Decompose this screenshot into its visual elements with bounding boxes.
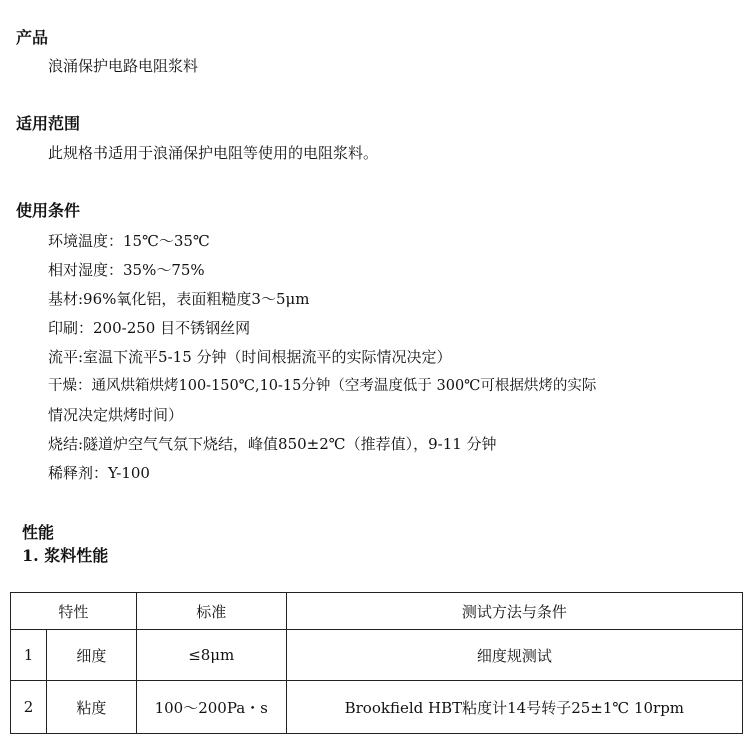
condition-line: 干燥：通风烘箱烘烤100-150℃,10-15分钟（空考温度低于 300℃可根据烘烤的实际 — [48, 378, 597, 394]
product-text: 浪涌保护电路电阻浆料 — [48, 57, 199, 75]
row-standard: 100～200Pa・s — [136, 681, 286, 734]
row-number: 1 — [11, 630, 47, 681]
performance-table — [10, 592, 743, 734]
condition-line: 流平:室温下流平5-15 分钟（时间根据流平的实际情况决定） — [48, 348, 452, 366]
conditions-heading: 使用条件 — [16, 201, 81, 220]
product-heading: 产品 — [16, 28, 49, 47]
condition-line: 烧结:隧道炉空气气氛下烧结，峰值850±2℃（推荐值），9-11 分钟 — [48, 435, 497, 453]
row-method: Brookfield HBT粘度计14号转子25±1℃ 10rpm — [286, 681, 742, 734]
row-property: 细度 — [46, 630, 136, 681]
header-method: 测试方法与条件 — [286, 593, 742, 630]
condition-line: 印刷：200-250 目不锈钢丝网 — [48, 319, 251, 337]
row-number: 2 — [11, 681, 47, 734]
row-property: 粘度 — [46, 681, 136, 734]
condition-line: 情况决定烘烤时间） — [48, 406, 184, 424]
performance-heading: 性能 — [22, 523, 55, 542]
condition-line: 稀释剂：Y-100 — [48, 464, 150, 482]
condition-line: 基材:96%氧化铝，表面粗糙度3～5μm — [48, 290, 310, 308]
row-method: 细度规测试 — [286, 630, 742, 681]
condition-line: 相对湿度：35%～75% — [48, 261, 205, 279]
row-standard: ≤8μm — [136, 630, 286, 681]
scope-text: 此规格书适用于浪涌保护电阻等使用的电阻浆料。 — [48, 144, 379, 162]
table-row — [11, 681, 743, 734]
header-property: 特性 — [11, 593, 137, 630]
performance-subheading: 1. 浆料性能 — [22, 546, 109, 565]
scope-heading: 适用范围 — [16, 114, 81, 133]
condition-line: 环境温度：15℃～35℃ — [48, 232, 210, 250]
table-header-row — [11, 593, 743, 630]
table-row — [11, 630, 743, 681]
header-standard: 标准 — [136, 593, 286, 630]
